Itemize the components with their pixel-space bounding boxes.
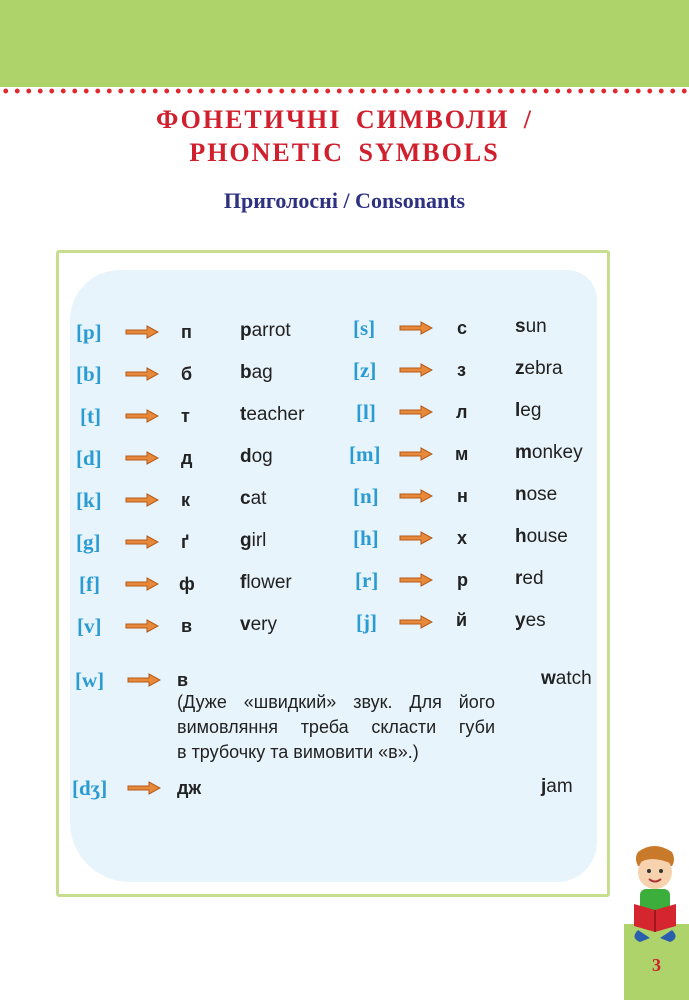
phonetic-symbol: [n] — [353, 484, 379, 508]
example-word: leg — [515, 400, 542, 421]
cyrillic-letter: п — [181, 322, 192, 342]
phonetic-symbol: [g] — [76, 530, 101, 554]
arrow-right-icon — [125, 325, 159, 339]
example-word: sun — [515, 316, 547, 337]
pronunciation-note — [177, 690, 495, 765]
example-word: yes — [515, 610, 546, 631]
cyrillic-letter: дж — [177, 778, 202, 798]
arrow-right-icon — [125, 493, 159, 507]
note-line: (Дуже «швидкий» звук. Для його — [177, 692, 495, 712]
cyrillic-letter: н — [457, 486, 468, 506]
arrow-right-icon — [399, 447, 433, 461]
arrow-right-icon — [125, 409, 159, 423]
cyrillic-letter: к — [181, 490, 191, 510]
example-word: cat — [240, 488, 267, 509]
cyrillic-letter: д — [181, 448, 193, 468]
arrow-right-icon — [127, 673, 161, 687]
phonetic-symbol: [j] — [356, 610, 377, 634]
phonetic-symbol: [dʒ] — [72, 776, 108, 800]
example-word: very — [240, 614, 277, 635]
arrow-right-icon — [399, 531, 433, 545]
reading-boy-illustration — [620, 842, 689, 944]
cyrillic-letter: х — [457, 528, 468, 548]
phonetic-symbol: [b] — [76, 362, 102, 386]
arrow-right-icon — [399, 489, 433, 503]
arrow-right-icon — [399, 615, 433, 629]
arrow-right-icon — [399, 405, 433, 419]
cyrillic-letter: р — [457, 570, 468, 590]
arrow-right-icon — [125, 619, 159, 633]
phonetic-symbol: [r] — [355, 568, 379, 592]
cyrillic-letter: т — [181, 406, 190, 426]
phonetic-symbol: [p] — [76, 320, 102, 344]
cyrillic-letter: ф — [179, 574, 195, 594]
phonetic-symbol: [k] — [76, 488, 102, 512]
example-word: teacher — [240, 404, 305, 425]
cyrillic-letter: ґ — [181, 532, 190, 552]
arrow-right-icon — [125, 577, 159, 591]
page-number: 3 — [652, 955, 661, 975]
arrow-right-icon — [399, 321, 433, 335]
phonetic-symbol: [z] — [353, 358, 377, 382]
arrow-right-icon — [127, 781, 161, 795]
section-subtitle: Приголосні / Consonants — [223, 188, 466, 213]
example-word: jam — [541, 776, 573, 797]
cyrillic-letter: б — [181, 364, 193, 384]
example-word: watch — [541, 668, 592, 689]
example-word: monkey — [515, 442, 583, 463]
arrow-right-icon — [399, 363, 433, 377]
example-word: house — [515, 526, 568, 547]
cyrillic-letter: л — [456, 402, 468, 422]
phonetic-symbol: [d] — [76, 446, 102, 470]
phonetic-symbol: [l] — [356, 400, 376, 424]
page-title-english: PHONETIC SYMBOLS — [189, 138, 500, 167]
example-word: bag — [240, 362, 273, 383]
example-word: nose — [515, 484, 558, 505]
phonetic-symbol: [v] — [77, 614, 102, 638]
example-word: dog — [240, 446, 273, 467]
phonetic-symbol: [w] — [75, 668, 105, 692]
example-word: red — [515, 568, 544, 589]
example-word: flower — [240, 572, 292, 593]
arrow-right-icon — [125, 535, 159, 549]
phonetic-symbol: [h] — [353, 526, 379, 550]
example-word: parrot — [240, 320, 291, 341]
phonetic-symbol: [s] — [353, 316, 376, 340]
example-word: girl — [240, 530, 267, 551]
cyrillic-letter: й — [456, 610, 468, 630]
top-banner — [0, 0, 689, 87]
cyrillic-letter: з — [457, 360, 466, 380]
arrow-right-icon — [125, 367, 159, 381]
dotted-divider — [0, 87, 689, 95]
cyrillic-letter: в — [181, 616, 193, 636]
page-title-ukrainian: ФОНЕТИЧНІ СИМВОЛИ / — [155, 105, 534, 134]
cyrillic-letter: м — [455, 444, 469, 464]
phonetic-symbol: [m] — [349, 442, 381, 466]
cyrillic-letter: в — [177, 670, 189, 690]
arrow-right-icon — [399, 573, 433, 587]
phonetic-symbol: [t] — [80, 404, 101, 428]
note-line: вимовляння треба скласти губи — [177, 717, 495, 737]
cyrillic-letter: с — [457, 318, 468, 338]
phonetic-symbol: [f] — [79, 572, 100, 596]
example-word: zebra — [515, 358, 563, 379]
note-line: в трубочку та вимовити «в».) — [177, 742, 419, 762]
arrow-right-icon — [125, 451, 159, 465]
